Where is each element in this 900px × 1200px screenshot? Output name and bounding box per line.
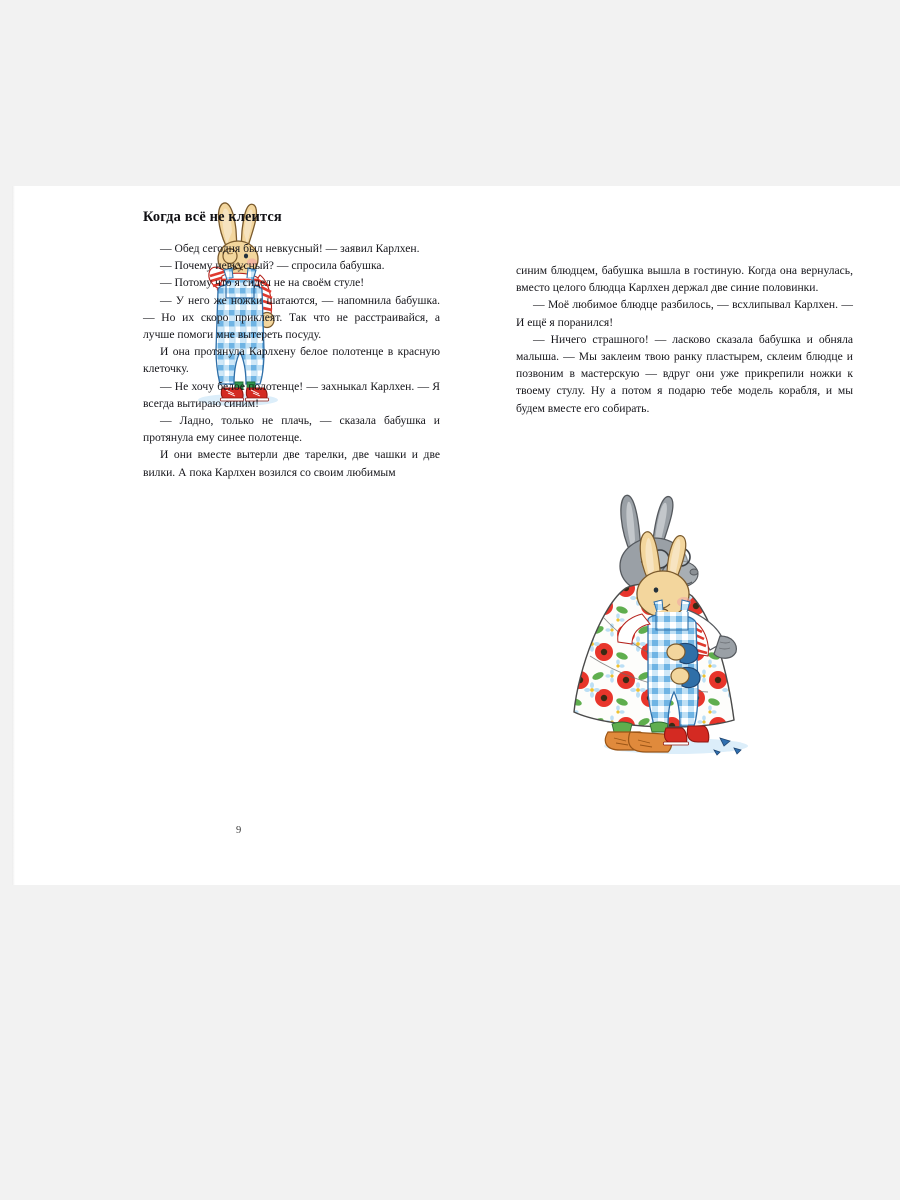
red-shoes [663,726,708,745]
paragraph: — Обед сегодня был невкусный! — заявил Карлхен. [160,242,420,255]
paragraph: — Ладно, только не плачь, — сказала бабушка и протянула ему синее полотенце. [143,414,440,445]
paragraph: — Почему невкусный? — спросила бабушка. [160,259,385,273]
left-text-column [143,208,440,481]
page-gutter-shadow [12,186,15,885]
paragraph: синим блюдцем, бабушка вышла в гостиную. Когда она вернулась, вместо целого блюдца Карлхен держал две синие половинки. [516,264,853,295]
paragraph: И они вместе вытерли две тарелки, две чашки и две вилки. А пока Карлхен возился со своим любимым [143,448,440,479]
paragraph: — Моё любимое блюдце разбилось, — всхлипывал Карлхен. — И ещё я поранился! [516,298,853,329]
paragraph: — У него же ножки шатаются, — напомнила бабушка. — Но их скоро приклеят. Так что не расстраивайся, а лучше помоги мне вытереть посуду. [143,293,440,342]
paragraph: — Потому что я сидел не на своём стуле! [160,276,365,290]
chapter-title: Когда всё не клеится [143,209,282,225]
book-page-spread [0,186,900,885]
paragraph: И она протянула Карлхену белое полотенце в красную клеточку. [143,345,440,376]
right-text-column [516,262,853,417]
page-number: 9 [236,825,242,836]
paragraph: — Ничего страшного! — ласково сказала бабушка и обняла малыша. — Мы заклеим твою ранку пластырем, склеим блюдце и позвоним в мастерскую — вдруг они уже прикрепили ножки к твоему стулу. Ну а потом я подарю тебе модель корабля, и мы будем вместе его собирать. [516,332,853,415]
orange-shoes [605,732,671,752]
grandmother-hugging-karlchen-illustration [568,484,800,762]
paragraph: — Не хочу белое полотенце! — захныкал Карлхен. — Я всегда вытираю синим! [143,379,440,410]
page-sheet [12,186,900,885]
